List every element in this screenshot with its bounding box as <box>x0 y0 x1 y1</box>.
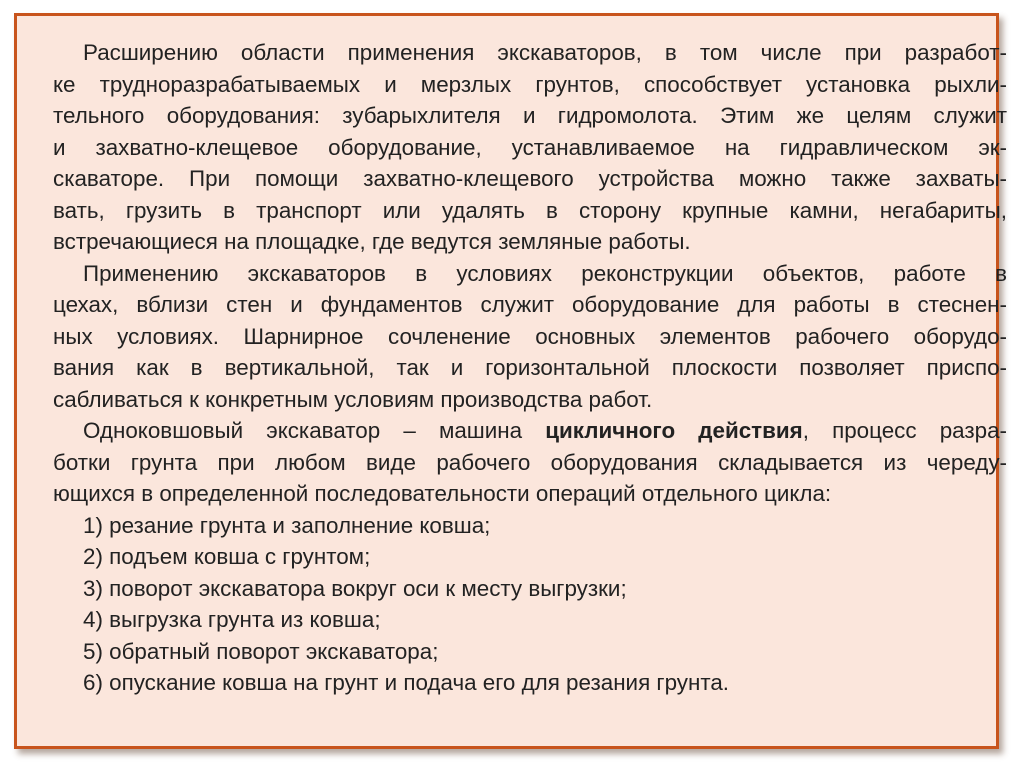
paragraph-line: ке трудноразрабатываемых и мерзлых грунтов, способствует установка рыхли- <box>53 71 1007 97</box>
paragraph-line: ных условиях. Шарнирное сочленение основных элементов рабочего оборудо- <box>53 323 1007 349</box>
text-segment: , процесс разра- <box>802 418 1007 443</box>
paragraph-line: сабливаться к конкретным условиям производства работ. <box>53 386 653 412</box>
paragraph-line: встречающиеся на площадке, где ведутся земляные работы. <box>53 229 691 254</box>
paragraph-line: вания как в вертикальной, так и горизонтальной плоскости позволяет приспо- <box>53 355 1007 380</box>
document-text <box>53 37 1007 699</box>
paragraph-line: скаваторе. При помощи захватно-клещевого устройства можно также захваты- <box>53 166 1007 191</box>
text-segment: Одноковшовый экскаватор – машина <box>83 418 546 443</box>
bold-term: цикличного действия <box>545 418 803 443</box>
list-item: 4) выгрузка грунта из ковша; <box>83 607 381 632</box>
paragraph-line <box>53 415 1007 447</box>
paragraph-line: вать, грузить в транспорт или удалять в сторону крупные камни, негабариты, <box>53 197 1007 223</box>
list-item: 6) опускание ковша на грунт и подача его для резания грунта. <box>83 670 730 695</box>
list-item: 3) поворот экскаватора вокруг оси к месту выгрузки; <box>83 575 627 601</box>
paragraph-line: Применению экскаваторов в условиях реконструкции объектов, работе в <box>83 260 1007 286</box>
paragraph-line: ботки грунта при любом виде рабочего оборудования складывается из череду- <box>53 449 1007 475</box>
text-frame <box>14 13 1007 749</box>
list-item: 1) резание грунта и заполнение ковша; <box>83 512 491 538</box>
paragraph-line: тельного оборудования: зубарыхлителя и гидромолота. Этим же целям служит <box>53 103 1007 128</box>
paragraph-line: цехах, вблизи стен и фундаментов служит оборудование для работы в стеснен- <box>53 292 1007 317</box>
list-item: 5) обратный поворот экскаватора; <box>83 638 439 664</box>
paragraph-line: и захватно-клещевое оборудование, устанавливаемое на гидравлическом эк- <box>53 134 1007 160</box>
list-item: 2) подъем ковша с грунтом; <box>83 544 371 569</box>
paragraph-line: ющихся в определенной последовательности операций отдельного цикла: <box>53 481 832 506</box>
paragraph-line: Расширению области применения экскаваторов, в том числе при разработ- <box>83 40 1007 65</box>
